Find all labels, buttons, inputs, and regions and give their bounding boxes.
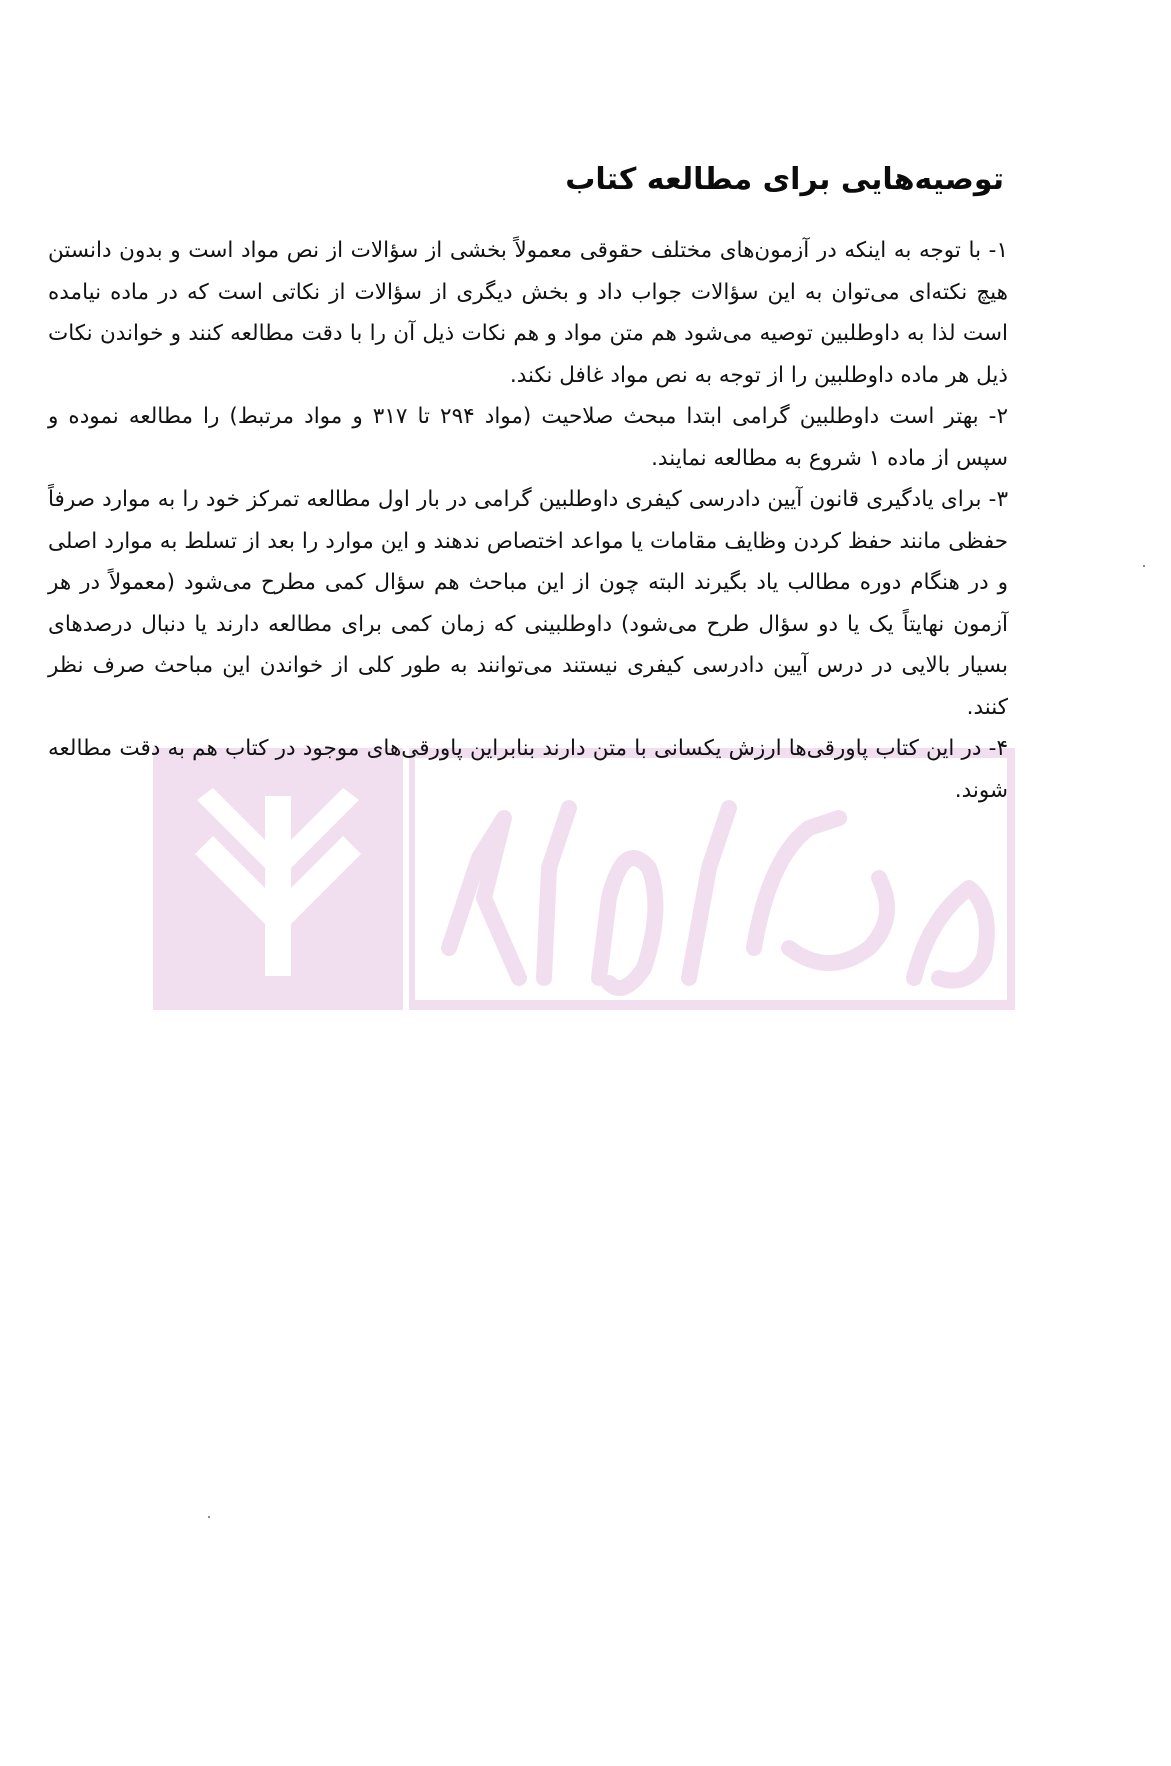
recommendation-paragraph-2: ۲- بهتر است داوطلبین گرامی ابتدا مبحث صلاحیت (مواد ۲۹۴ تا ۳۱۷ و مواد مرتبط) را مطالعه نموده و سپس از ماده ۱ شروع به مطالعه نمایند. <box>48 404 1009 471</box>
scan-artifact-dot <box>1143 565 1145 567</box>
page-content <box>48 160 1008 811</box>
page-title: توصیه‌هایی برای مطالعه کتاب <box>565 162 1004 197</box>
scan-artifact-dot <box>208 1516 210 1518</box>
recommendation-paragraph-3: ۳- برای یادگیری قانون آیین دادرسی کیفری داوطلبین گرامی در بار اول مطالعه تمرکز خود را به موارد صرفاً حفظی مانند حفظ کردن وظایف مقامات یا مواعد اختصاص ندهند و این موارد را بعد از تسلط به موارد اصلی و در هنگام دوره مطالب یاد بگیرند البته چون از این مباحث هم سؤال کمی مطرح می‌شود (معمولاً در هر آزمون نهایتاً یک یا دو سؤال طرح می‌شود) داوطلبینی که زمان کمی برای مطالعه دارند یا دنبال درصدهای بسیار بالایی در درس آیین دادرسی کیفری نیستند می‌توانند به طور کلی از خواندن این مباحث صرف نظر کنند. <box>48 487 1008 720</box>
recommendation-paragraph-1: ۱- با توجه به اینکه در آزمون‌های مختلف حقوقی معمولاً بخشی از سؤالات از نص مواد است و بدون دانستن هیچ نکته‌ای می‌توان به این سؤالات جواب داد و بخش دیگری از سؤالات از نکاتی است که در ماده نیامده است لذا به داوطلبین توصیه می‌شود هم متن مواد و هم نکات ذیل آن را با دقت مطالعه کنند و خواندن نکات ذیل هر ماده داوطلبین را از توجه به نص مواد غافل نکند. <box>48 238 1008 388</box>
recommendation-paragraph-4: ۴- در این کتاب پاورقی‌ها ارزش یکسانی با متن دارند بنابراین پاورقی‌های موجود در کتاب هم به دقت مطالعه شوند. <box>48 736 1008 803</box>
